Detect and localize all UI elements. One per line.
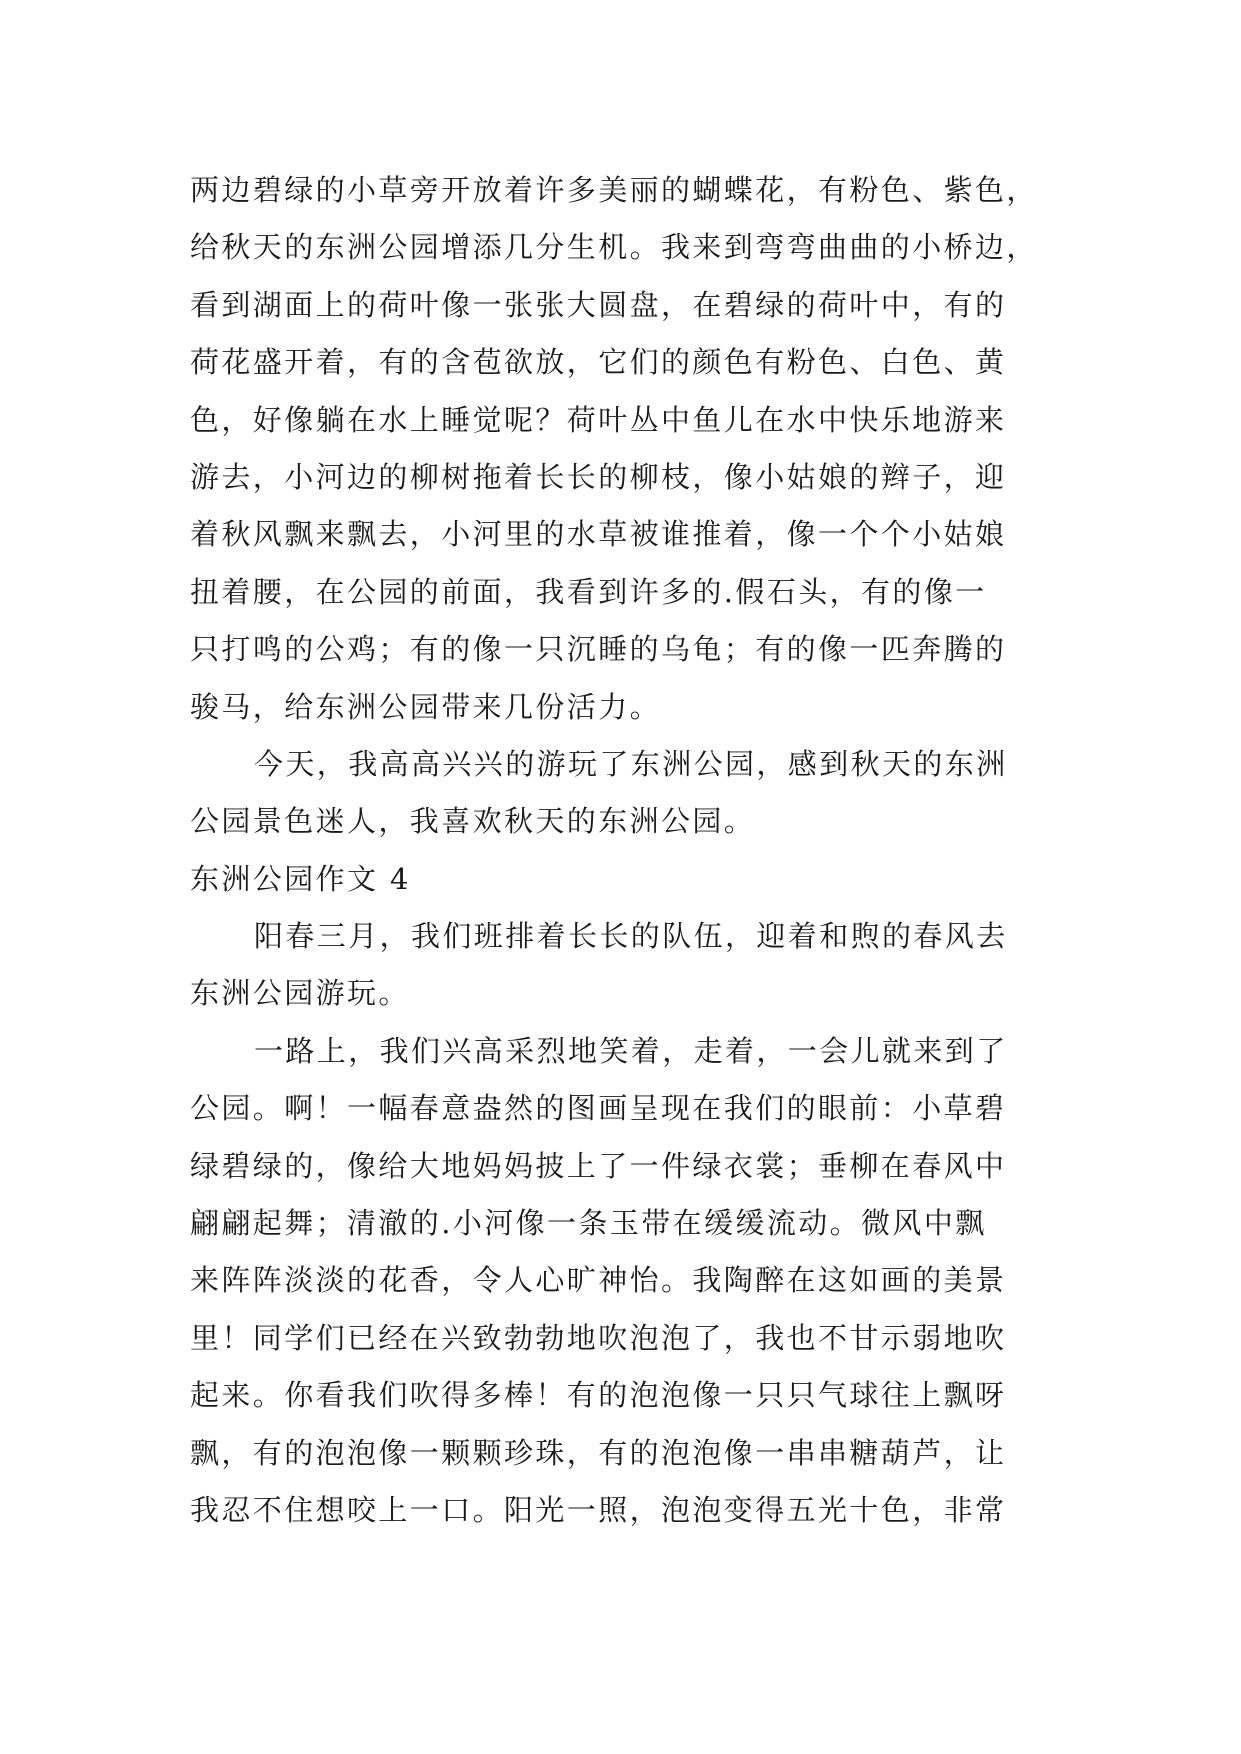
text-line: 东洲公园游玩。 [190, 976, 410, 1011]
text-line: 给秋天的东洲公园增添几分生机。我来到弯弯曲曲的小桥边， [190, 230, 1038, 265]
text-line: 我忍不住想咬上一口。阳光一照，泡泡变得五光十色，非常 [190, 1492, 1007, 1527]
body-text [190, 162, 1090, 1539]
section-heading: 东洲公园作文 4 [190, 861, 411, 896]
text-line: 色，好像躺在水上睡觉呢？荷叶丛中鱼儿在水中快乐地游来 [190, 402, 1007, 437]
text-line: 游去，小河边的柳树拖着长长的柳枝，像小姑娘的辫子，迎 [190, 459, 1007, 494]
text-line: 骏马，给东洲公园带来几份活力。 [190, 689, 662, 724]
text-line: 飘，有的泡泡像一颗颗珍珠，有的泡泡像一串串糖葫芦，让 [190, 1435, 1007, 1470]
text-line: 里！同学们已经在兴致勃勃地吹泡泡了，我也不甘示弱地吹 [190, 1320, 1007, 1355]
text-line: 公园。啊！一幅春意盎然的图画呈现在我们的眼前：小草碧 [190, 1091, 1007, 1126]
text-line: 看到湖面上的荷叶像一张张大圆盘，在碧绿的荷叶中，有的 [190, 287, 1007, 322]
paragraph-start-line: 一路上，我们兴高采烈地笑着，走着，一会儿就来到了 [254, 1033, 1008, 1068]
text-line: 公园景色迷人，我喜欢秋天的东洲公园。 [190, 804, 756, 839]
paragraph-start-line: 今天，我高高兴兴的游玩了东洲公园，感到秋天的东洲 [254, 746, 1008, 781]
text-line: 来阵阵淡淡的花香，令人心旷神怡。我陶醉在这如画的美景 [190, 1263, 1007, 1298]
text-line: 扭着腰，在公园的前面，我看到许多的.假石头，有的像一 [190, 574, 987, 609]
text-line: 起来。你看我们吹得多棒！有的泡泡像一只只气球往上飘呀 [190, 1378, 1007, 1413]
paragraph-start-line: 阳春三月，我们班排着长长的队伍，迎着和煦的春风去 [254, 919, 1008, 954]
text-line: 绿碧绿的，像给大地妈妈披上了一件绿衣裳；垂柳在春风中 [190, 1148, 1007, 1183]
text-line: 翩翩起舞；清澈的.小河像一条玉带在缓缓流动。微风中飘 [190, 1206, 987, 1241]
text-line: 两边碧绿的小草旁开放着许多美丽的蝴蝶花，有粉色、紫色， [190, 173, 1038, 207]
text-line: 着秋风飘来飘去，小河里的水草被谁推着，像一个个小姑娘 [190, 517, 1007, 552]
text-line: 荷花盛开着，有的含苞欲放，它们的颜色有粉色、白色、黄 [190, 345, 1007, 380]
text-line: 只打鸣的公鸡；有的像一只沉睡的乌龟；有的像一匹奔腾的 [190, 632, 1007, 667]
